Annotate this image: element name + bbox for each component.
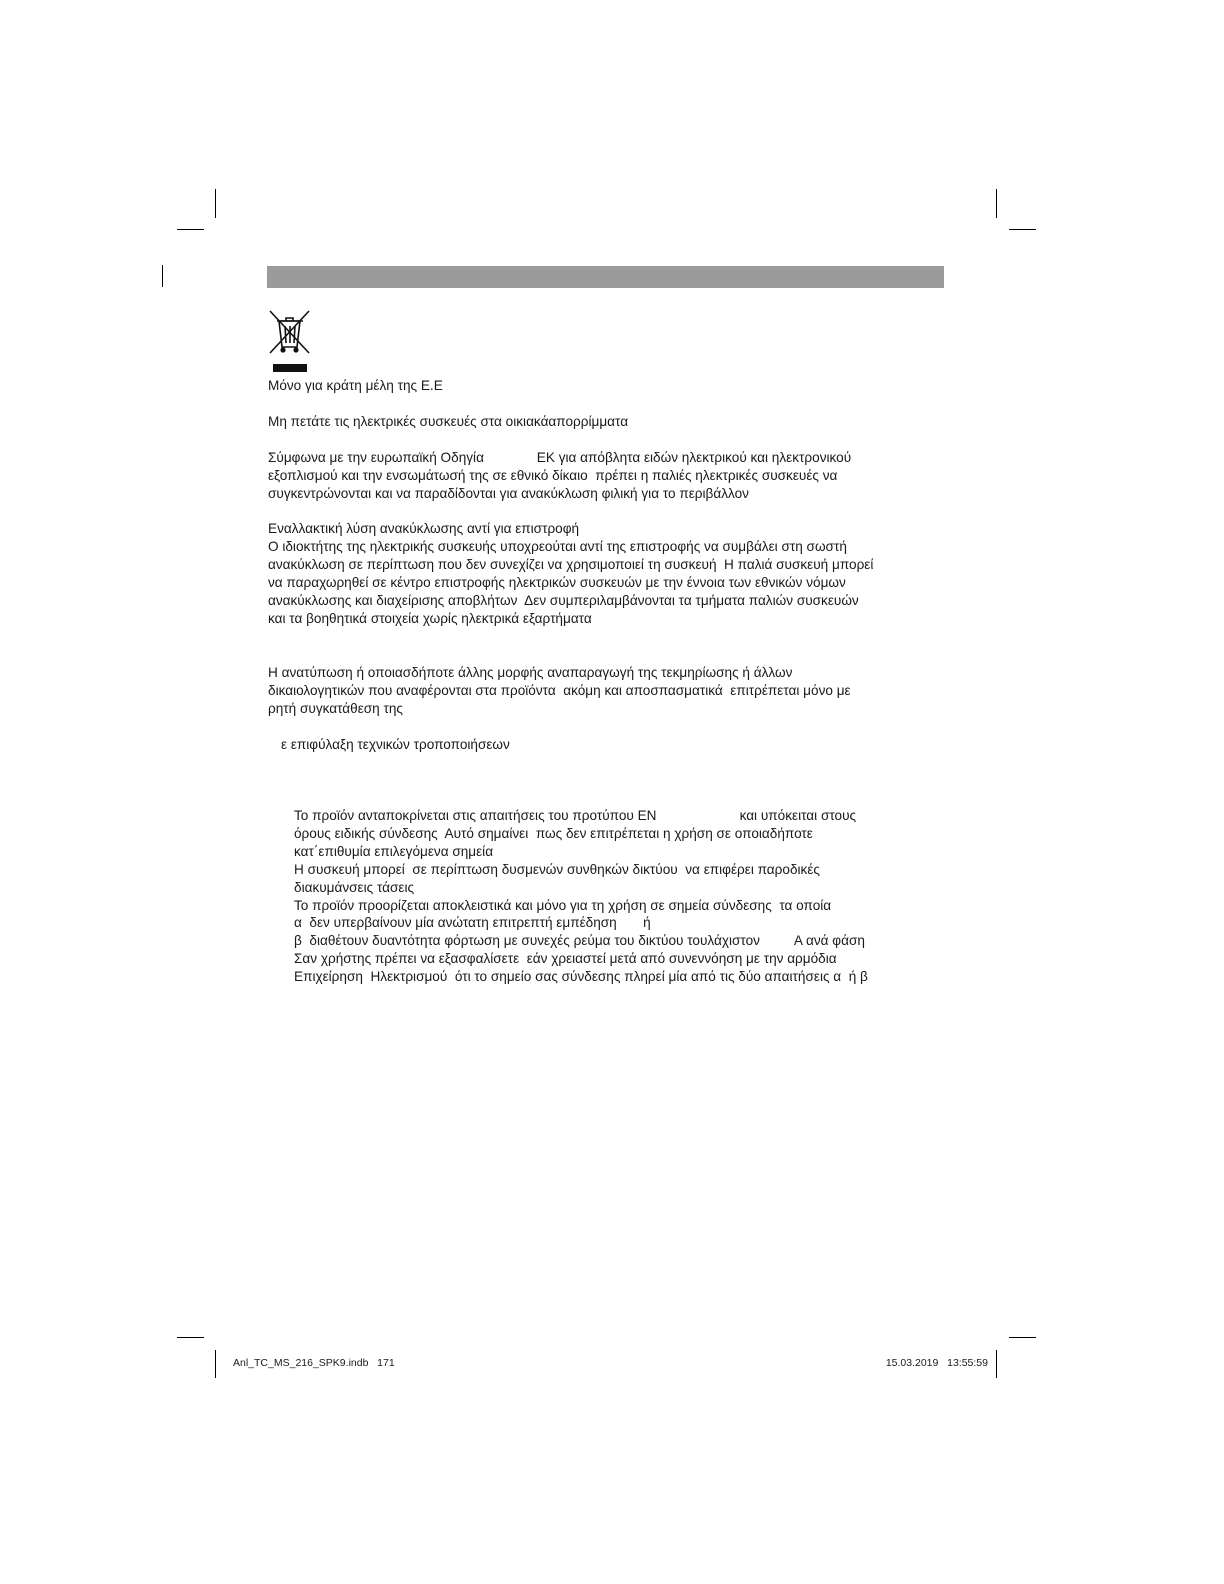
reprint-notice-line: Η ανατύπωση ή οποιασδήποτε άλλης μορφής αναπαραγωγή της τεκμηρίωσης ή άλλων	[268, 665, 793, 680]
recycling-paragraph-line: Ο ιδιοκτήτης της ηλεκτρικής συσκευής υποχρεούται αντί της επιστροφής να συμβάλει στη σωστή	[268, 539, 847, 554]
crossed-out-wheelie-bin-icon	[268, 309, 312, 373]
standard-compliance-line: Επιχείρηση Ηλεκτρισμού ότι το σημείο σας σύνδεσης πληρεί μία από τις δύο απαιτήσεις α ή β	[294, 969, 868, 984]
standard-compliance-line: Σαν χρήστης πρέπει να εξασφαλίσετε εάν χρειαστεί μετά από συνεννόηση με την αρμόδια	[294, 951, 837, 966]
crop-mark	[215, 1350, 216, 1378]
crop-mark	[177, 229, 204, 230]
directive-paragraph-line: Σύμφωνα με την ευρωπαϊκή Οδηγία ΕΚ για απόβλητα ειδών ηλεκτρικού και ηλεκτρονικού	[268, 450, 852, 465]
crop-mark	[215, 189, 216, 218]
standard-compliance-line: α δεν υπερβαίνουν μία ανώτατη επιτρεπτή εμπέδηση ή	[294, 915, 651, 930]
directive-paragraph-line: συγκεντρώνονται και να παραδίδονται για ανακύκλωση φιλική για το περιβάλλον	[268, 486, 749, 501]
crop-mark	[996, 1350, 997, 1378]
recycling-alternative-heading: Εναλλακτική λύση ανακύκλωσης αντί για επιστροφή	[268, 521, 580, 536]
technical-changes-notice: ε επιφύλαξη τεχνικών τροποποιήσεων	[281, 737, 510, 752]
member-states-heading: Μόνο για κράτη μέλη της Ε.Ε	[268, 378, 443, 393]
crop-mark	[1009, 1337, 1036, 1338]
standard-compliance-line: Το προϊόν ανταποκρίνεται στις απαιτήσεις του προτύπου EN και υπόκειται στους	[294, 808, 857, 823]
recycling-paragraph-line: να παραχωρηθεί σε κέντρο επιστροφής ηλεκτρικών συσκευών με την έννοια των εθνικών νόμων	[268, 575, 846, 590]
recycling-paragraph-line: ανακύκλωσης και διαχείρισης αποβλήτων Δεν συμπεριλαμβάνονται τα τμήματα παλιών συσκευών	[268, 593, 859, 608]
print-slug-file: Anl_TC_MS_216_SPK9.indb 171	[233, 1357, 395, 1369]
crop-mark	[162, 265, 163, 287]
reprint-notice-line: ρητή συγκατάθεση της	[268, 701, 403, 716]
crop-mark	[177, 1337, 204, 1338]
standard-compliance-line: Το προϊόν προορίζεται αποκλειστικά και μόνο για τη χρήση σε σημεία σύνδεσης τα οποία	[294, 898, 832, 913]
recycling-paragraph-line: ανακύκλωση σε περίπτωση που δεν συνεχίζει να χρησιμοποιεί τη συσκευή Η παλιά συσκευή μπορεί	[268, 557, 874, 572]
disposal-warning: Μη πετάτε τις ηλεκτρικές συσκευές στα οικιακάαπορρίμματα	[268, 414, 629, 429]
reprint-notice-line: δικαιολογητικών που αναφέρονται στα προϊόντα ακόμη και αποσπασματικά επιτρέπεται μόνο με	[268, 683, 851, 698]
standard-compliance-line: διακυμάνσεις τάσεις	[294, 880, 415, 895]
standard-compliance-line: Η συσκευή μπορεί σε περίπτωση δυσμενών συνθηκών δικτύου να επιφέρει παροδικές	[294, 862, 820, 877]
standard-compliance-line: κατ΄επιθυμία επιλεγόμενα σημεία	[294, 844, 494, 859]
section-header-bar	[267, 266, 944, 288]
standard-compliance-line: β διαθέτουν δυαντότητα φόρτωση με συνεχές ρεύμα του δικτύου τουλάχιστον A ανά φάση	[294, 933, 865, 948]
directive-paragraph-line: εξοπλισμού και την ενσωμάτωσή της σε εθνικό δίκαιο πρέπει η παλιές ηλεκτρικές συσκευές να	[268, 468, 838, 483]
recycling-paragraph-line: και τα βοηθητικά στοιχεία χωρίς ηλεκτρικά εξαρτήματα	[268, 611, 592, 626]
standard-compliance-line: όρους ειδικής σύνδεσης Αυτό σημαίνει πως δεν επιτρέπεται η χρήση σε οποιαδήποτε	[294, 826, 813, 841]
print-slug-date: 15.03.2019 13:55:59	[885, 1357, 988, 1369]
crop-mark	[996, 189, 997, 218]
crop-mark	[1009, 229, 1036, 230]
